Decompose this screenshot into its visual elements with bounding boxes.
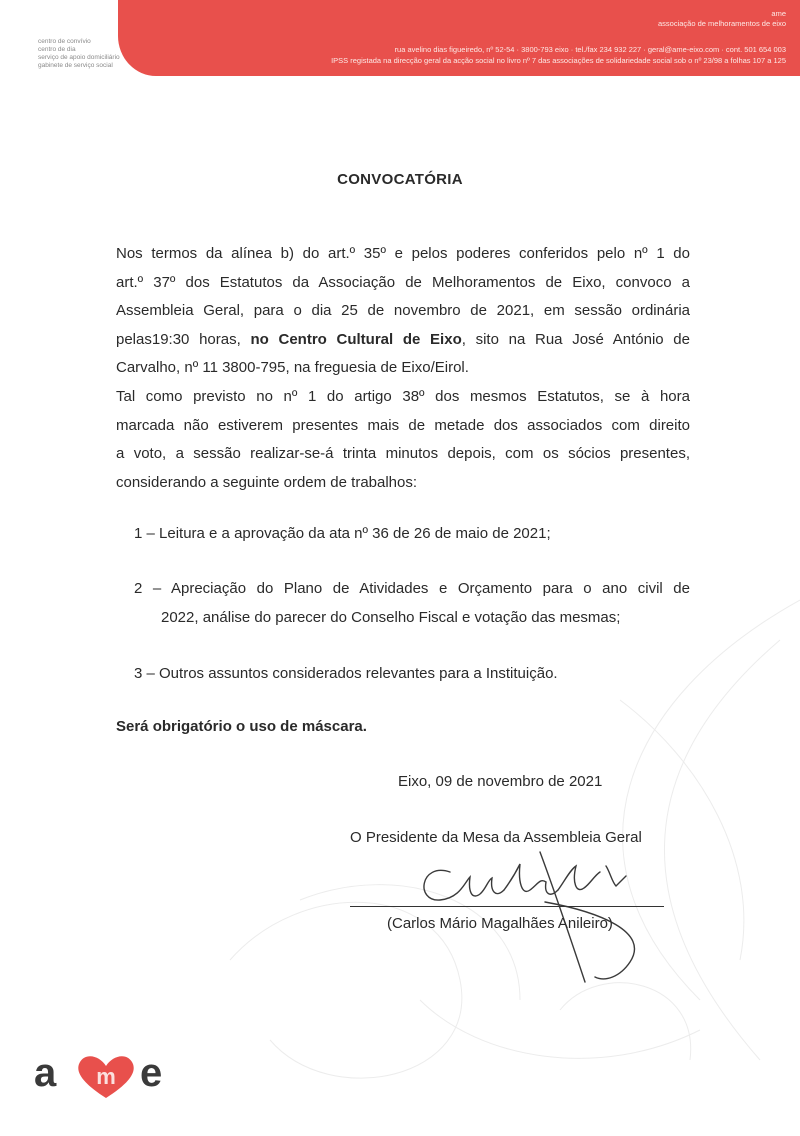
paragraph-line: Assembleia Geral, para o dia 25 de novembro de 2021, em sessão ordinária bbox=[116, 302, 690, 319]
logo-letter-e: e bbox=[140, 1051, 163, 1095]
service-item: centro de convívio bbox=[38, 38, 91, 45]
agenda-item-2 bbox=[134, 575, 690, 632]
paragraph-line: Tal como previsto no nº 1 do artigo 38º dos mesmos Estatutos, se à hora bbox=[116, 388, 690, 405]
paragraph-line: a voto, a sessão realizar-se-á trinta minutos depois, com os sócios presentes, bbox=[116, 445, 690, 462]
president-title: O Presidente da Mesa da Assembleia Geral bbox=[350, 829, 642, 846]
mask-requirement-note: Será obrigatório o uso de máscara. bbox=[116, 718, 367, 735]
header-org-short: ame bbox=[771, 9, 786, 18]
logo-letter-m: m bbox=[96, 1064, 116, 1089]
venue-bold: no Centro Cultural de Eixo bbox=[250, 330, 462, 348]
ame-logo bbox=[34, 1050, 184, 1104]
agenda-line: 2022, análise do parecer do Conselho Fiscal e votação das mesmas; bbox=[161, 608, 621, 626]
service-item: centro de dia bbox=[38, 46, 76, 53]
paragraph-line: considerando a seguinte ordem de trabalhos: bbox=[116, 473, 418, 491]
service-item: gabinete de serviço social bbox=[38, 62, 113, 69]
text-segment: , sito na Rua José António de bbox=[461, 330, 690, 348]
paragraph-quorum bbox=[116, 383, 690, 497]
agenda-line: 2 – Apreciação do Plano de Atividades e Orçamento para o ano civil de bbox=[134, 580, 690, 597]
logo-letter-a: a bbox=[34, 1051, 57, 1095]
signature-line bbox=[350, 906, 664, 907]
agenda-item-3: 3 – Outros assuntos considerados relevantes para a Instituição. bbox=[134, 665, 558, 682]
header-org-name: associação de melhoramentos de eixo bbox=[658, 19, 786, 28]
paragraph-line: Nos termos da alínea b) do art.º 35º e pelos poderes conferidos pelo nº 1 do bbox=[116, 245, 690, 262]
place-and-date: Eixo, 09 de novembro de 2021 bbox=[398, 773, 603, 790]
signatory-name: (Carlos Mário Magalhães Anileiro) bbox=[387, 915, 613, 932]
header-address: rua avelino dias figueiredo, nº 52-54 · 3800-793 eixo · tel./fax 234 932 227 · geral@ame-eixo.com · cont. 501 654 003 bbox=[394, 45, 786, 54]
document-title: CONVOCATÓRIA bbox=[337, 171, 463, 188]
agenda-item-1: 1 – Leitura e a aprovação da ata nº 36 de 26 de maio de 2021; bbox=[134, 525, 551, 542]
header-ipss-registration: IPSS registada na direcção geral da acção social no livro nº 7 das associações de solidariedade social sob o nº 23/98 a folhas 107 a 125 bbox=[331, 56, 786, 65]
text-segment: pelas19:30 horas, bbox=[116, 330, 251, 348]
paragraph-line: art.º 37º dos Estatutos da Associação de Melhoramentos de Eixo, convoco a bbox=[116, 273, 690, 291]
paragraph-line: marcada não estiverem presentes mais de metade dos associados com direito bbox=[116, 416, 690, 434]
service-item: serviço de apoio domiciliário bbox=[38, 54, 120, 61]
paragraph-line: Carvalho, nº 11 3800-795, na freguesia de Eixo/Eirol. bbox=[116, 359, 469, 376]
paragraph-convocation bbox=[116, 240, 690, 383]
paragraph-line-venue bbox=[116, 326, 690, 355]
